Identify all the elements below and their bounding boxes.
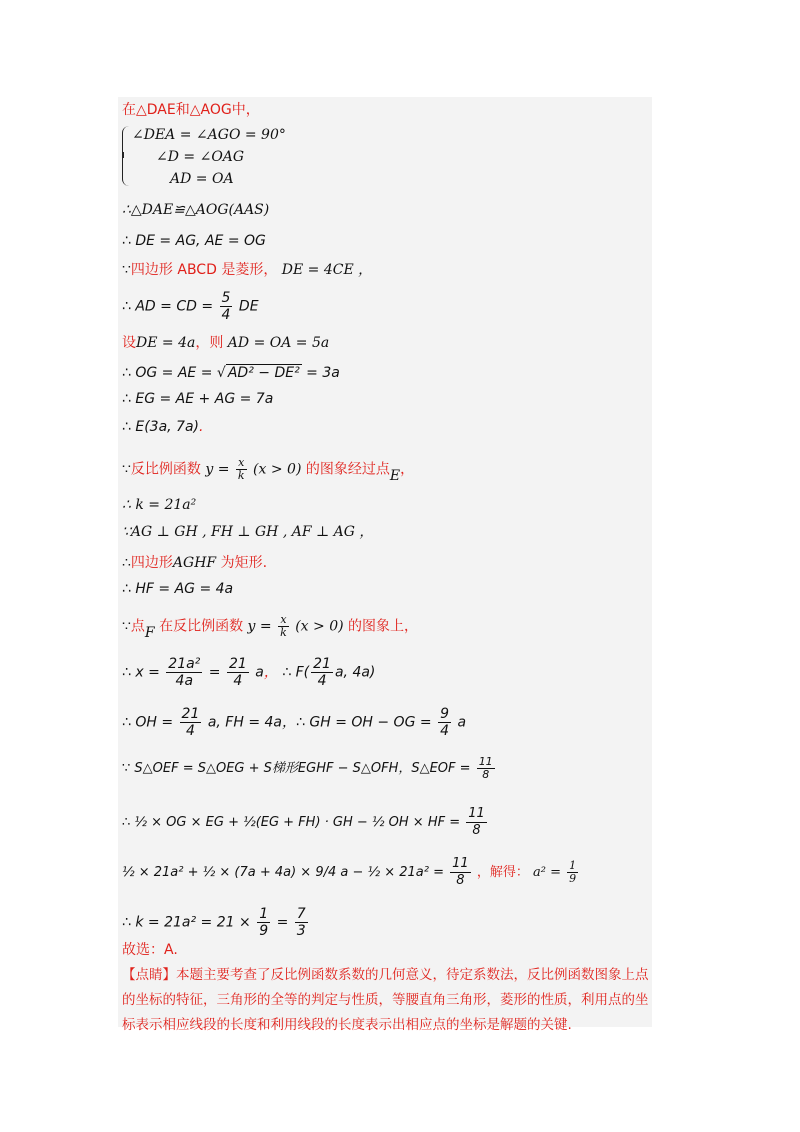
line-k-value [122,906,310,939]
line-point-e [122,418,203,436]
rect-text: 为矩形. [220,555,268,571]
line-hf: ∴ HF = AG = 4a [122,581,234,597]
inverse-fn-text: 反比例函数 [130,461,201,478]
fraction-1-9: $\frac{1}{9}$ [569,859,577,885]
because-symbol-2: ∵ [122,461,131,478]
line-point-f [122,614,418,639]
therefore-4: ∴ [122,815,131,830]
y-eq: y = [205,461,230,478]
k-eq: ∴ k = 21a² = 21 × [122,914,251,931]
a2-eq: a² = [533,865,561,880]
sqrt-expr: AD² − DE² [227,365,300,381]
line-rhombus [122,261,372,279]
line-x-value [122,656,375,689]
because-symbol-3: ∵ [122,618,131,635]
eq-sign-2: = [276,914,289,931]
de-text: DE [238,298,259,315]
ad-oa-5a: AD = OA = 5a [227,335,330,351]
line-og-ae: ∴ OG = AE = √ AD² − DE² = 3a [122,365,340,381]
because-symbol: ∵ [122,262,131,278]
rhombus-text: 四边形 ABCD 是菱形， [130,262,278,278]
de-4a: DE = 4a [136,335,196,351]
line-inverse-fn-e [122,457,414,482]
eq-3a: = 3a [306,365,340,381]
graph-on-text: 的图象上， [348,618,419,635]
solve-label: ，解得： [476,865,529,880]
sep: ， [263,664,278,681]
y-eq-2: y = [247,618,272,635]
fraction-5-4: $\frac{5}{4}$ [221,290,231,323]
then-text: ，则 [195,335,224,351]
line-perpendicular: ∵AG ⊥ GH , FH ⊥ GH , AF ⊥ AG ， [122,524,374,540]
line-oh-gh [122,706,466,739]
system-brace [122,126,129,186]
area-relation-text: ∵ S△OEF = S△OEG + S梯形EGHF − S△OFH，S△EOF = [122,761,471,776]
eq-sign: = [208,664,221,681]
f-coords-end: a, 4a) [334,664,376,681]
fraction-x-k: $\frac{x}{k}$ [237,456,245,482]
period: . [199,419,204,435]
comment-line-1: 【点睛】本题主要考查了反比例函数系数的几何意义，待定系数法，反比例函数图象上点 [122,967,649,983]
line-triangles [122,101,260,119]
condition-3: AD = OA [170,171,234,187]
point-f-label: F [144,624,155,641]
x-gt-0-2: (x > 0) [295,618,344,635]
graph-passes-text: 的图象经过点 [305,461,390,478]
fh-gh-text: a, FH = 4a，∴ GH = OH − OG = [207,714,432,731]
a-var-2: a [457,714,467,731]
fraction-21-4-c: $\frac{21}{4}$ [181,706,200,739]
line-congruent: ∴△DAE≌△AOG(AAS) [122,202,270,218]
line-de-ag: ∴ DE = AG, AE = OG [122,233,266,249]
line-rectangle [122,554,267,572]
f-coords-start: ∴ F( [282,664,310,681]
quad-text: 四边形 [130,555,173,571]
point-e-coords: ∴ E(3a, 7a) [122,419,199,435]
comment-line-3: 标表示相应线段的长度和利用线段的长度表示出相应点的坐标是解题的关键. [122,1017,572,1033]
de-4ce: DE = 4CE ， [281,262,373,278]
fraction-7-3: $\frac{7}{3}$ [296,906,306,939]
agfh-text: AGHF [172,555,217,571]
comment-line-2: 的坐标的特征，三角形的全等的判定与性质，等腰直角三角形，菱形的性质，利用点的坐 [122,992,649,1008]
line-eg: ∴ EG = AE + AG = 7a [122,391,274,407]
area-expr: ½ × OG × EG + ½(EG + FH) · GH − ½ OH × HF = [134,815,461,830]
solve-expr: ½ × 21a² + ½ × (7a + 4a) × 9/4 a − ½ × 21a² = [122,865,445,880]
fraction-11-8-c: $\frac{11}{8}$ [452,856,469,888]
fraction-21-4-b: $\frac{21}{4}$ [313,656,331,689]
fraction-11-8-b: $\frac{11}{8}$ [468,806,485,838]
fraction-9-4: $\frac{9}{4}$ [440,706,449,739]
oh-eq: ∴ OH = [122,714,174,731]
condition-1: ∠DEA = ∠AGO = 90° [132,127,286,143]
fraction-21-4: $\frac{21}{4}$ [228,656,247,689]
condition-2: ∠D = ∠OAG [156,149,245,165]
line-area-equation [122,806,489,839]
fraction-1-9-b: $\frac{1}{9}$ [259,906,269,939]
fraction-21a2-4a: $\frac{\text{21a²}}{4a}$ [168,656,201,689]
fraction-x-k-2: $\frac{x}{k}$ [280,613,287,639]
a-var: a [255,664,264,681]
x-eq: ∴ x = [122,664,160,681]
answer-line: 故选：A. [122,942,178,958]
ad-cd-text: ∴ AD = CD = [122,298,214,315]
text-in-triangles: 在△DAE和△AOG中， [122,102,260,118]
line-let-de [122,334,329,352]
let-text: 设 [122,335,136,351]
therefore-symbol: ∴ [122,555,131,571]
fraction-11-8: $\frac{11}{8}$ [478,755,493,781]
point-e-label: E [389,467,401,484]
line-k: ∴ k = 21a² [122,497,197,513]
line-solve [122,856,580,889]
line-ad-cd [122,290,259,323]
point-text: 点 [130,618,145,635]
on-inverse-fn-text: 在反比例函数 [159,618,244,635]
x-gt-0: (x > 0) [253,461,302,478]
og-ae-text: ∴ OG = AE = [122,365,213,381]
comma: ， [400,461,415,478]
line-area-relation [122,756,497,781]
